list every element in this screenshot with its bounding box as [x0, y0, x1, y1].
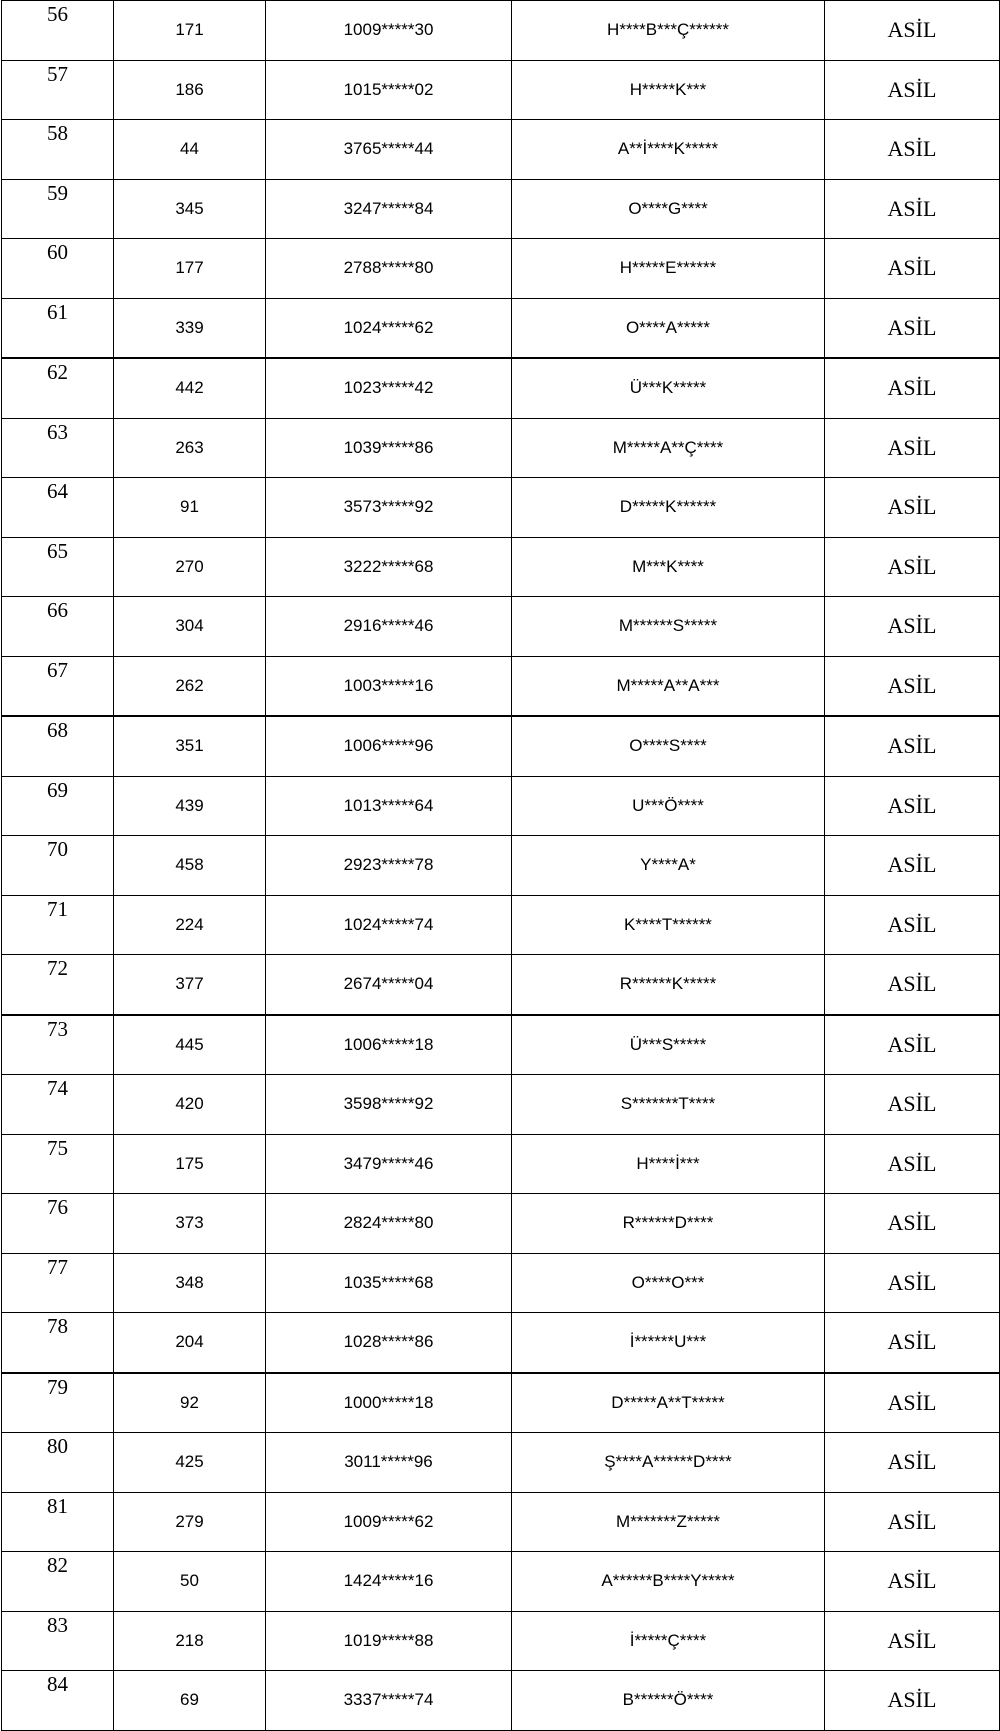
status-cell: ASİL: [825, 1492, 1000, 1552]
id-number-cell: 3337*****74: [266, 1671, 512, 1731]
row-number-cell: 78: [2, 1313, 114, 1373]
masked-name-cell: A**İ****K*****: [512, 120, 825, 180]
table-row: [2, 1194, 1000, 1254]
table-row: [2, 1492, 1000, 1552]
id-number-cell: 1023*****42: [266, 358, 512, 418]
row-number-cell: 68: [2, 716, 114, 776]
row-number-cell: 81: [2, 1492, 114, 1552]
row-number-cell: 75: [2, 1134, 114, 1194]
status-cell: ASİL: [825, 1253, 1000, 1313]
application-number-cell: 445: [114, 1015, 266, 1075]
results-table: [1, 0, 1000, 1731]
application-number-cell: 50: [114, 1552, 266, 1612]
table-row: [2, 597, 1000, 657]
application-number-cell: 186: [114, 60, 266, 120]
id-number-cell: 3479*****46: [266, 1134, 512, 1194]
status-cell: ASİL: [825, 418, 1000, 478]
application-number-cell: 204: [114, 1313, 266, 1373]
row-number-cell: 79: [2, 1373, 114, 1433]
masked-name-cell: H****İ***: [512, 1134, 825, 1194]
id-number-cell: 2674*****04: [266, 955, 512, 1015]
masked-name-cell: S*******T****: [512, 1075, 825, 1135]
status-cell: ASİL: [825, 1134, 1000, 1194]
table-row: [2, 1611, 1000, 1671]
table-row: [2, 239, 1000, 299]
table-row: [2, 478, 1000, 538]
masked-name-cell: Ü***S*****: [512, 1015, 825, 1075]
application-number-cell: 91: [114, 478, 266, 538]
status-cell: ASİL: [825, 179, 1000, 239]
id-number-cell: 1028*****86: [266, 1313, 512, 1373]
id-number-cell: 1009*****62: [266, 1492, 512, 1552]
row-number-cell: 70: [2, 836, 114, 896]
application-number-cell: 175: [114, 1134, 266, 1194]
id-number-cell: 1019*****88: [266, 1611, 512, 1671]
application-number-cell: 351: [114, 716, 266, 776]
table-row: [2, 1134, 1000, 1194]
id-number-cell: 1035*****68: [266, 1253, 512, 1313]
id-number-cell: 3765*****44: [266, 120, 512, 180]
table-row: [2, 537, 1000, 597]
masked-name-cell: Y****A*: [512, 836, 825, 896]
masked-name-cell: M***K****: [512, 537, 825, 597]
application-number-cell: 270: [114, 537, 266, 597]
application-number-cell: 420: [114, 1075, 266, 1135]
table-row: [2, 776, 1000, 836]
application-number-cell: 262: [114, 656, 266, 716]
status-cell: ASİL: [825, 1194, 1000, 1254]
id-number-cell: 1000*****18: [266, 1373, 512, 1433]
row-number-cell: 65: [2, 537, 114, 597]
masked-name-cell: M******S*****: [512, 597, 825, 657]
row-number-cell: 59: [2, 179, 114, 239]
application-number-cell: 442: [114, 358, 266, 418]
application-number-cell: 177: [114, 239, 266, 299]
table-row: [2, 955, 1000, 1015]
masked-name-cell: O****O***: [512, 1253, 825, 1313]
id-number-cell: 1424*****16: [266, 1552, 512, 1612]
status-cell: ASİL: [825, 656, 1000, 716]
id-number-cell: 2788*****80: [266, 239, 512, 299]
id-number-cell: 2923*****78: [266, 836, 512, 896]
status-cell: ASİL: [825, 1, 1000, 61]
application-number-cell: 44: [114, 120, 266, 180]
table-row: [2, 656, 1000, 716]
id-number-cell: 3222*****68: [266, 537, 512, 597]
status-cell: ASİL: [825, 1015, 1000, 1075]
row-number-cell: 82: [2, 1552, 114, 1612]
id-number-cell: 1013*****64: [266, 776, 512, 836]
table-row: [2, 1433, 1000, 1493]
application-number-cell: 224: [114, 895, 266, 955]
status-cell: ASİL: [825, 537, 1000, 597]
status-cell: ASİL: [825, 776, 1000, 836]
status-cell: ASİL: [825, 1671, 1000, 1731]
row-number-cell: 57: [2, 60, 114, 120]
status-cell: ASİL: [825, 1611, 1000, 1671]
application-number-cell: 171: [114, 1, 266, 61]
application-number-cell: 218: [114, 1611, 266, 1671]
id-number-cell: 1006*****96: [266, 716, 512, 776]
status-cell: ASİL: [825, 478, 1000, 538]
application-number-cell: 69: [114, 1671, 266, 1731]
row-number-cell: 67: [2, 656, 114, 716]
table-row: [2, 60, 1000, 120]
application-number-cell: 263: [114, 418, 266, 478]
results-table-body: [2, 1, 1000, 1731]
status-cell: ASİL: [825, 120, 1000, 180]
masked-name-cell: İ*****Ç****: [512, 1611, 825, 1671]
table-row: [2, 1373, 1000, 1433]
masked-name-cell: D*****A**T*****: [512, 1373, 825, 1433]
masked-name-cell: O****A*****: [512, 298, 825, 358]
application-number-cell: 345: [114, 179, 266, 239]
table-row: [2, 418, 1000, 478]
row-number-cell: 58: [2, 120, 114, 180]
table-row: [2, 1552, 1000, 1612]
row-number-cell: 80: [2, 1433, 114, 1493]
id-number-cell: 1024*****74: [266, 895, 512, 955]
status-cell: ASİL: [825, 358, 1000, 418]
row-number-cell: 74: [2, 1075, 114, 1135]
row-number-cell: 73: [2, 1015, 114, 1075]
masked-name-cell: M*****A**A***: [512, 656, 825, 716]
status-cell: ASİL: [825, 1433, 1000, 1493]
application-number-cell: 279: [114, 1492, 266, 1552]
row-number-cell: 77: [2, 1253, 114, 1313]
status-cell: ASİL: [825, 597, 1000, 657]
row-number-cell: 66: [2, 597, 114, 657]
masked-name-cell: U***Ö****: [512, 776, 825, 836]
id-number-cell: 1015*****02: [266, 60, 512, 120]
row-number-cell: 64: [2, 478, 114, 538]
table-row: [2, 895, 1000, 955]
masked-name-cell: H*****E******: [512, 239, 825, 299]
masked-name-cell: M*******Z*****: [512, 1492, 825, 1552]
status-cell: ASİL: [825, 239, 1000, 299]
row-number-cell: 60: [2, 239, 114, 299]
table-row: [2, 1671, 1000, 1731]
status-cell: ASİL: [825, 1075, 1000, 1135]
masked-name-cell: H****B***Ç******: [512, 1, 825, 61]
application-number-cell: 439: [114, 776, 266, 836]
status-cell: ASİL: [825, 836, 1000, 896]
application-number-cell: 92: [114, 1373, 266, 1433]
table-row: [2, 1313, 1000, 1373]
id-number-cell: 2916*****46: [266, 597, 512, 657]
id-number-cell: 3011*****96: [266, 1433, 512, 1493]
application-number-cell: 373: [114, 1194, 266, 1254]
application-number-cell: 458: [114, 836, 266, 896]
id-number-cell: 3247*****84: [266, 179, 512, 239]
id-number-cell: 3573*****92: [266, 478, 512, 538]
row-number-cell: 76: [2, 1194, 114, 1254]
status-cell: ASİL: [825, 895, 1000, 955]
status-cell: ASİL: [825, 60, 1000, 120]
application-number-cell: 339: [114, 298, 266, 358]
masked-name-cell: M*****A**Ç****: [512, 418, 825, 478]
status-cell: ASİL: [825, 716, 1000, 776]
id-number-cell: 1006*****18: [266, 1015, 512, 1075]
id-number-cell: 2824*****80: [266, 1194, 512, 1254]
masked-name-cell: Ş****A******D****: [512, 1433, 825, 1493]
row-number-cell: 83: [2, 1611, 114, 1671]
table-row: [2, 716, 1000, 776]
table-row: [2, 1075, 1000, 1135]
row-number-cell: 84: [2, 1671, 114, 1731]
masked-name-cell: K****T******: [512, 895, 825, 955]
id-number-cell: 1003*****16: [266, 656, 512, 716]
row-number-cell: 56: [2, 1, 114, 61]
masked-name-cell: Ü***K*****: [512, 358, 825, 418]
status-cell: ASİL: [825, 1313, 1000, 1373]
status-cell: ASİL: [825, 298, 1000, 358]
masked-name-cell: O****G****: [512, 179, 825, 239]
masked-name-cell: R******D****: [512, 1194, 825, 1254]
table-row: [2, 1253, 1000, 1313]
masked-name-cell: A******B****Y*****: [512, 1552, 825, 1612]
application-number-cell: 304: [114, 597, 266, 657]
table-row: [2, 179, 1000, 239]
application-number-cell: 425: [114, 1433, 266, 1493]
table-row: [2, 358, 1000, 418]
id-number-cell: 1039*****86: [266, 418, 512, 478]
status-cell: ASİL: [825, 1373, 1000, 1433]
status-cell: ASİL: [825, 955, 1000, 1015]
table-row: [2, 1015, 1000, 1075]
table-row: [2, 298, 1000, 358]
masked-name-cell: B******Ö****: [512, 1671, 825, 1731]
masked-name-cell: O****S****: [512, 716, 825, 776]
application-number-cell: 348: [114, 1253, 266, 1313]
masked-name-cell: H*****K***: [512, 60, 825, 120]
table-row: [2, 836, 1000, 896]
row-number-cell: 69: [2, 776, 114, 836]
row-number-cell: 63: [2, 418, 114, 478]
table-row: [2, 120, 1000, 180]
id-number-cell: 1009*****30: [266, 1, 512, 61]
masked-name-cell: İ******U***: [512, 1313, 825, 1373]
table-row: [2, 1, 1000, 61]
row-number-cell: 62: [2, 358, 114, 418]
masked-name-cell: D*****K******: [512, 478, 825, 538]
masked-name-cell: R******K*****: [512, 955, 825, 1015]
id-number-cell: 3598*****92: [266, 1075, 512, 1135]
row-number-cell: 71: [2, 895, 114, 955]
id-number-cell: 1024*****62: [266, 298, 512, 358]
row-number-cell: 61: [2, 298, 114, 358]
row-number-cell: 72: [2, 955, 114, 1015]
status-cell: ASİL: [825, 1552, 1000, 1612]
application-number-cell: 377: [114, 955, 266, 1015]
